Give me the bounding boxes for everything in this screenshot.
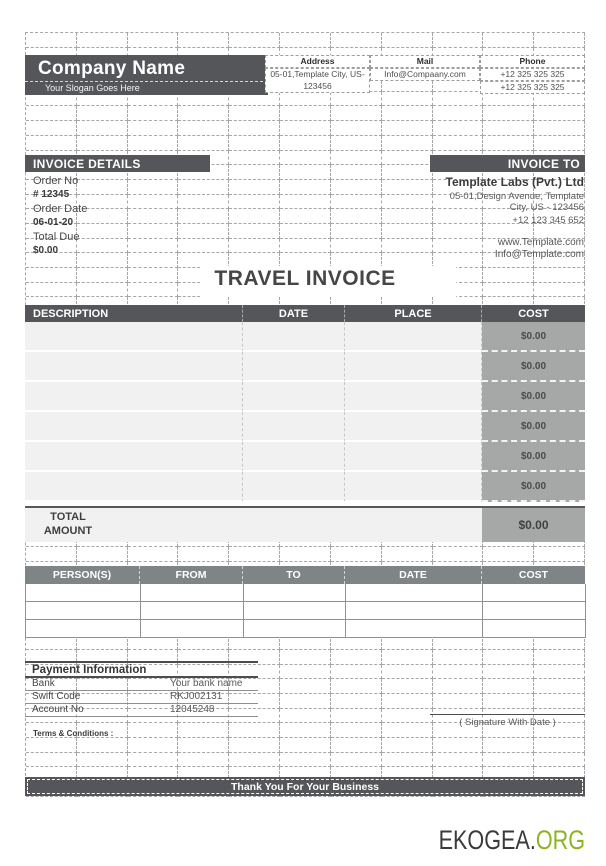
grid-cell [382,547,433,562]
client-address-line1: 05-01,Design Avenue, Template [449,191,584,202]
grid-cell [331,547,382,562]
thank-you-banner: Thank You For Your Business [25,777,585,796]
grid-cell [178,547,229,562]
grid-cell [178,33,229,48]
grid-cell [382,106,433,121]
grid-cell [331,106,382,121]
account-no-label: Account No [32,704,84,715]
cost-cell[interactable] [483,584,586,602]
item-date-cell[interactable] [243,322,345,352]
item-cost-cell: $0.00 [482,472,585,502]
grid-cell [280,650,331,665]
item-cost-cell: $0.00 [482,382,585,412]
grid-cell [229,753,280,768]
persons-row [25,620,585,638]
grid-cell [280,209,331,224]
grid-cell [280,709,331,724]
grid-cell [77,136,128,151]
invoice-to-block [330,173,584,261]
spacer [330,228,584,237]
grid-cell [331,136,382,151]
grid-cell [128,121,179,136]
grid-cell [534,665,585,680]
grid-cell [483,679,534,694]
grid-cell [483,694,534,709]
grid-cell [178,738,229,753]
persons-table [25,566,585,638]
grid-cell [382,33,433,48]
grid-cell [26,136,77,151]
grid-cell [534,547,585,562]
grid-cell [382,694,433,709]
company-slogan: Your Slogan Goes Here [25,81,268,94]
grid-cell [280,753,331,768]
grid-cell [178,136,229,151]
invoice-details-header: INVOICE DETAILS [25,155,210,172]
total-label-cell [25,506,482,542]
item-description-cell[interactable] [25,352,243,382]
to-cell[interactable] [244,602,346,620]
item-date-cell[interactable] [243,382,345,412]
col-persons: PERSON(S) [25,566,140,584]
grid-cell [433,738,484,753]
item-place-cell[interactable] [345,472,482,502]
items-table [25,305,585,542]
grid-cell [229,136,280,151]
grid-cell [483,753,534,768]
grid-cell [331,650,382,665]
grid-cell [229,547,280,562]
persons-row [25,584,585,602]
grid-cell [280,723,331,738]
grid-cell [483,121,534,136]
grid-cell [382,709,433,724]
grid-cell [331,738,382,753]
grid-cell [534,136,585,151]
from-cell[interactable] [141,584,244,602]
cost-cell[interactable] [483,620,586,638]
grid-cell [433,694,484,709]
item-date-cell[interactable] [243,412,345,442]
grid-cell [77,547,128,562]
grid-cell [178,723,229,738]
grid-cell [433,106,484,121]
grid-cell [433,665,484,680]
grid-cell [280,665,331,680]
total-label: TOTAL AMOUNT [43,511,93,537]
col-place: PLACE [345,305,482,322]
grid-cell [331,92,382,107]
items-row [25,412,585,442]
person-cell[interactable] [26,602,141,620]
client-phone: +12 123 345 652 [512,215,584,226]
grid-cell [26,738,77,753]
bank-label: Bank [32,678,55,689]
item-description-cell[interactable] [25,442,243,472]
order-no-label: Order No [33,175,79,187]
from-cell[interactable] [141,602,244,620]
col-date: DATE [243,305,345,322]
grid-cell [77,738,128,753]
item-place-cell[interactable] [345,352,482,382]
grid-cell [229,209,280,224]
grid-cell [280,239,331,254]
phone-value-1: +12 325 325 325 [480,68,585,81]
grid-cell [280,547,331,562]
signature-line [430,714,585,715]
bank-value[interactable]: Your bank name [170,678,243,689]
grid-cell [178,753,229,768]
grid-cell [534,738,585,753]
client-email-link[interactable]: Info@Template.com [494,249,584,260]
order-no-value: # 12345 [33,189,70,200]
address-label: Address [265,55,370,68]
grid-cell [280,679,331,694]
grid-cell [534,679,585,694]
order-date-value: 06-01-20 [33,217,74,228]
grid-cell [483,665,534,680]
grid-cell [229,165,280,180]
grid-cell [229,195,280,210]
grid-cell [433,547,484,562]
items-table-header [25,305,585,322]
grid-cell [280,136,331,151]
payment-row-account [25,704,258,717]
terms-and-conditions-label: Terms & Conditions : [33,729,114,738]
total-due-label: Total Due [33,231,80,243]
grid-cell [483,650,534,665]
grid-cell [483,33,534,48]
payment-row-bank [25,678,258,691]
persons-table-header [25,566,585,584]
company-name: Company Name [38,58,186,79]
item-description-cell[interactable] [25,472,243,502]
grid-cell [382,665,433,680]
grid-cell [433,121,484,136]
grid-cell [433,92,484,107]
person-cell[interactable] [26,620,141,638]
grid-cell [382,136,433,151]
grid-cell [229,738,280,753]
item-description-cell[interactable] [25,322,243,352]
swift-code-value[interactable]: RKJ002131 [170,691,223,702]
grid-cell [433,679,484,694]
grid-cell [128,738,179,753]
brand-logo[interactable] [439,826,585,854]
grid-cell [128,723,179,738]
item-cost-cell: $0.00 [482,322,585,352]
item-cost-cell: $0.00 [482,412,585,442]
to-cell[interactable] [244,620,346,638]
col-from: FROM [140,566,243,584]
grid-cell [229,239,280,254]
grid-cell [280,121,331,136]
cost-cell[interactable] [483,602,586,620]
item-place-cell[interactable] [345,412,482,442]
grid-cell [534,753,585,768]
grid-cell [534,106,585,121]
grid-cell [280,195,331,210]
grid-cell [280,694,331,709]
date-cell[interactable] [346,584,483,602]
signature-label: ( Signature With Date ) [459,717,556,728]
order-date-label: Order Date [33,203,88,215]
grid-cell [178,121,229,136]
payment-row-swift [25,691,258,704]
item-place-cell[interactable] [345,322,482,352]
grid-cell [229,180,280,195]
grid-cell [433,650,484,665]
company-header [25,55,268,95]
payment-information-title: Payment Information [25,661,258,678]
grid-cell [229,106,280,121]
grid-cell [331,121,382,136]
mail-label: Mail [370,55,480,68]
item-cost-cell: $0.00 [482,352,585,382]
grid-cell [77,106,128,121]
payment-information [25,661,258,717]
items-row [25,352,585,382]
grid-cell [331,33,382,48]
items-row [25,442,585,472]
mail-value[interactable]: Info@Compaany.com [370,68,480,81]
grid-cell [26,33,77,48]
address-value: 05-01,Template City, US-123456 [265,68,370,93]
item-description-cell[interactable] [25,382,243,412]
grid-cell [280,738,331,753]
brand-tld: ORG [535,825,585,855]
swift-code-label: Swift Code [32,691,81,702]
grid-cell [331,709,382,724]
grid-cell [331,151,382,166]
grid-cell [280,106,331,121]
grid-cell [26,106,77,121]
grid-cell [26,547,77,562]
grid-cell [280,180,331,195]
grid-cell [77,33,128,48]
grid-cell [382,151,433,166]
items-row [25,382,585,412]
grid-cell [382,92,433,107]
page-title: TRAVEL INVOICE [214,267,396,290]
grid-cell [77,753,128,768]
invoice-details-fields [33,174,213,258]
grid-cell [229,151,280,166]
grid-cell [433,753,484,768]
grid-cell [483,136,534,151]
client-website-link[interactable]: www.Template.com [497,237,584,248]
grid-cell [382,723,433,738]
total-value-cell: $0.00 [482,506,585,542]
grid-cell [483,106,534,121]
grid-cell [229,121,280,136]
grid-cell [128,136,179,151]
grid-cell [280,33,331,48]
total-row [25,506,585,542]
item-cost-cell: $0.00 [482,442,585,472]
person-cell[interactable] [26,584,141,602]
grid-cell [331,694,382,709]
grid-cell [331,753,382,768]
grid-cell [331,723,382,738]
grid-cell [534,33,585,48]
grid-cell [534,650,585,665]
grid-cell [26,753,77,768]
from-cell[interactable] [141,620,244,638]
item-place-cell[interactable] [345,382,482,412]
item-date-cell[interactable] [243,352,345,382]
grid-cell [382,679,433,694]
phone-value-2: +12 325 325 325 [480,81,585,94]
grid-cell [433,33,484,48]
grid-cell [128,753,179,768]
grid-cell [229,33,280,48]
persons-row [25,602,585,620]
item-place-cell[interactable] [345,442,482,472]
grid-cell [534,694,585,709]
grid-cell [483,738,534,753]
date-cell[interactable] [346,602,483,620]
grid-cell [483,547,534,562]
grid-cell [534,121,585,136]
col-description: DESCRIPTION [25,305,243,322]
grid-cell [280,224,331,239]
grid-cell [280,165,331,180]
col-to: TO [243,566,345,584]
grid-cell [128,106,179,121]
grid-cell [382,121,433,136]
date-cell[interactable] [346,620,483,638]
col-date: DATE [345,566,482,584]
col-cost: COST [518,307,549,320]
to-cell[interactable] [244,584,346,602]
item-date-cell[interactable] [243,472,345,502]
grid-cell [128,547,179,562]
total-due-value: $0.00 [33,245,59,256]
client-address-line2: City, US - 123456 [509,202,584,213]
items-row [25,322,585,352]
grid-cell [280,92,331,107]
grid-cell [382,650,433,665]
item-date-cell[interactable] [243,442,345,472]
grid-cell [178,106,229,121]
grid-cell [331,679,382,694]
grid-cell [280,151,331,166]
grid-cell [26,121,77,136]
grid-cell [382,753,433,768]
brand-name: EKOGEA. [438,825,536,855]
grid-cell [128,33,179,48]
grid-cell [229,224,280,239]
items-row [25,472,585,502]
client-name: Template Labs (Pvt.) Ltd [445,175,584,189]
invoice-to-header: INVOICE TO [430,155,585,172]
grid-cell [331,665,382,680]
account-no-value[interactable]: 12045248 [170,704,215,715]
grid-cell [382,738,433,753]
item-description-cell[interactable] [25,412,243,442]
grid-cell [229,723,280,738]
grid-cell [433,136,484,151]
phone-label: Phone [480,55,585,68]
grid-cell [77,121,128,136]
col-cost: COST [518,569,549,581]
